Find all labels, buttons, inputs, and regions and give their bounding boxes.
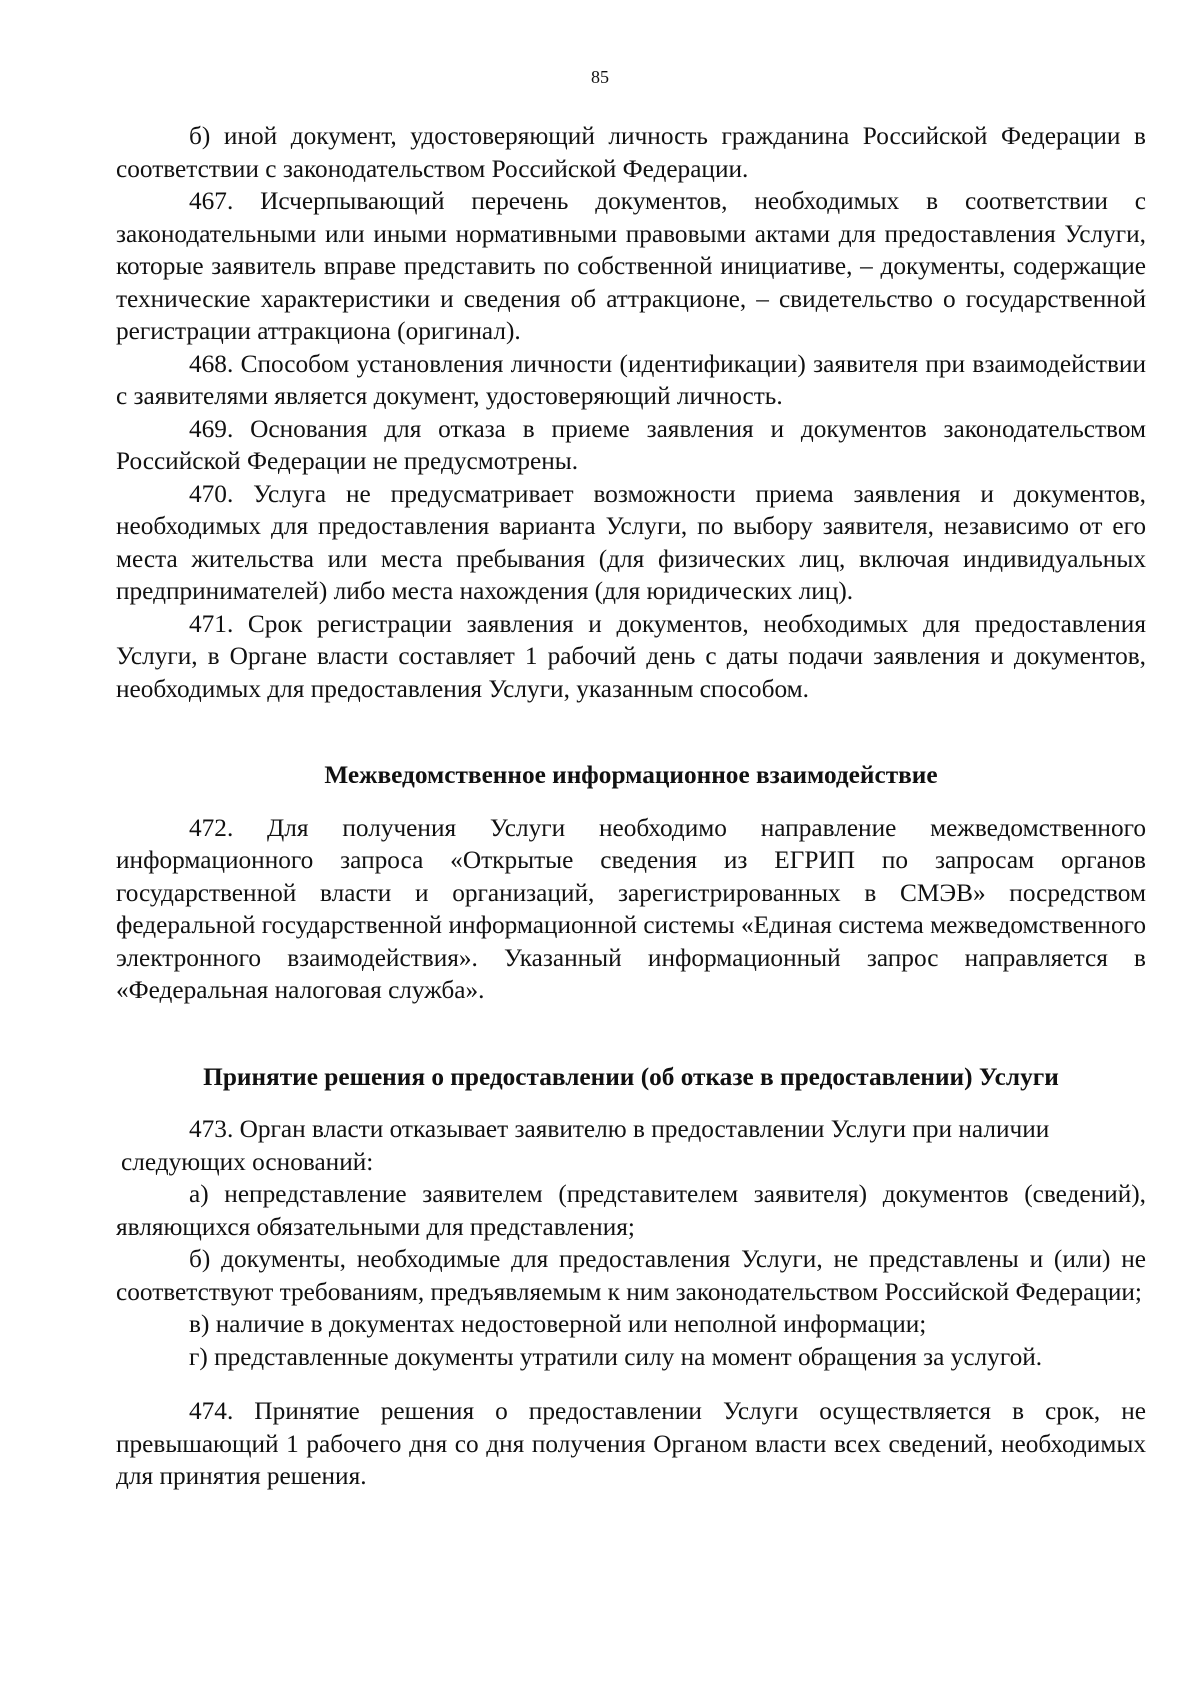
- spacer: [116, 1093, 1146, 1113]
- page-number: 85: [591, 67, 609, 87]
- spacer: [116, 705, 1146, 759]
- paragraph-472: 472. Для получения Услуги необходимо направление межведомственного информационного запроса «Открытые сведения из ЕГРИП по запросам органов государственной власти и организаций, зарегистрированных в СМЭВ» посредством федеральной государственной информационной системы «Единая система межведомственного электронного взаимодействия». Указанный информационный запрос направляется в «Федеральная налоговая служба».: [116, 813, 1146, 1004]
- paragraph-b-identity-document: б) иной документ, удостоверяющий личность гражданина Российской Федерации в соответствии с законодательством Российской Федерации.: [116, 122, 1146, 183]
- paragraph-473-v: в) наличие в документах недостоверной или неполной информации;: [189, 1310, 927, 1338]
- spacer: [116, 1007, 1146, 1061]
- paragraph-471: 471. Срок регистрации заявления и документов, необходимых для предоставления Услуги, в Органе власти составляет 1 рабочий день с даты подачи заявления и документов, необходимых для предоставления Услуги, указанным способом.: [116, 609, 1146, 703]
- paragraph-469: 469. Основания для отказа в приеме заявления и документов законодательством Российской Федерации не предусмотрены.: [116, 414, 1146, 475]
- paragraph-468: 468. Способом установления личности (идентификации) заявителя при взаимодействии с заявителями является документ, удостоверяющий личность.: [116, 349, 1146, 410]
- paragraph-473-continuation: следующих оснований:: [121, 1147, 374, 1176]
- paragraph-473-b: б) документы, необходимые для предоставления Услуги, не представлены и (или) не соответствуют требованиям, предъявляемым к ним законодательством Российской Федерации;: [116, 1245, 1146, 1306]
- paragraph-473: 473. Орган власти отказывает заявителю в предоставлении Услуги при наличии: [189, 1115, 1050, 1143]
- paragraph-474: 474. Принятие решения о предоставлении Услуги осуществляется в срок, не превышающий 1 рабочего дня со дня получения Органом власти всех сведений, необходимых для принятия решения.: [116, 1397, 1146, 1490]
- paragraph-473-g: г) представленные документы утратили силу на момент обращения за услугой.: [189, 1342, 1043, 1371]
- section-heading-decision: Принятие решения о предоставлении (об отказе в предоставлении) Услуги: [203, 1062, 1059, 1091]
- paragraph-470: 470. Услуга не предусматривает возможности приема заявления и документов, необходимых для предоставления варианта Услуги, по выбору заявителя, независимо от его места жительства или места пребывания (для физических лиц, включая индивидуальных предпринимателей) либо места нахождения (для юридических лиц).: [116, 479, 1146, 605]
- section-heading-interagency: Межведомственное информационное взаимодействие: [324, 761, 938, 789]
- paragraph-467: 467. Исчерпывающий перечень документов, необходимых в соответствии с законодательными или иными нормативными правовыми актами для предоставления Услуги, которые заявитель вправе представить по собственной инициативе, – документы, содержащие технические характеристики и сведения об аттракционе, – свидетельство о государственной регистрации аттракциона (оригинал).: [116, 187, 1146, 345]
- spacer: [116, 792, 1146, 812]
- spacer: [116, 1373, 1146, 1395]
- document-body: [116, 120, 1146, 1493]
- paragraph-473-a: а) непредставление заявителем (представителем заявителя) документов (сведений), являющихся обязательными для представления;: [116, 1180, 1146, 1241]
